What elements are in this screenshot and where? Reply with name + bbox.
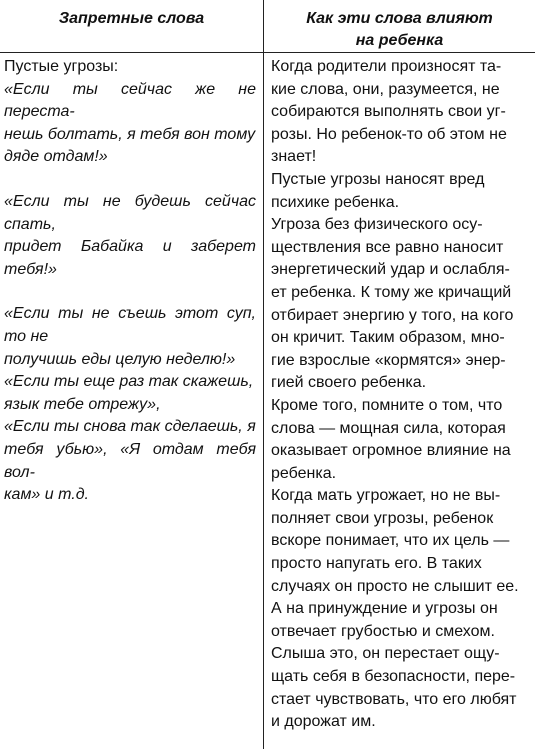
header-divider bbox=[0, 52, 535, 53]
paragraph-line: отвечает грубостью и смехом. bbox=[271, 622, 495, 640]
quote-3 bbox=[4, 303, 256, 506]
empty-threats-label: Пустые угрозы: bbox=[4, 58, 119, 75]
paragraph-line: гией своего ребенка. bbox=[271, 374, 427, 392]
paragraph-line: щать себя в безопасности, пере- bbox=[271, 668, 516, 686]
right-column bbox=[271, 56, 521, 734]
quote-3-line: кам» и т.д. bbox=[4, 486, 89, 504]
paragraph-line: отбирает энергию у того, на кого bbox=[271, 306, 514, 324]
quote-3-line: тебя убью», «Я отдам тебя вол- bbox=[4, 440, 256, 481]
paragraph-line: Слыша это, он перестает ощу- bbox=[271, 645, 500, 663]
paragraph-line: собираются выполнять свои уг- bbox=[271, 103, 506, 121]
paragraph-line: ребенка. bbox=[271, 464, 337, 482]
paragraph-line: слова — мощная сила, которая bbox=[271, 419, 506, 437]
paragraph-line: просто напугать его. В таких bbox=[271, 555, 482, 573]
paragraph-line: розы. Но ребенок-то об этом не bbox=[271, 125, 507, 143]
column-divider bbox=[263, 0, 264, 749]
paragraph-5 bbox=[271, 485, 521, 643]
paragraph-line: оказывает огромное влияние на bbox=[271, 442, 511, 460]
quote-1-line: дяде отдам!» bbox=[4, 148, 108, 166]
paragraph-3 bbox=[271, 214, 521, 395]
quote-3-line: «Если ты не съешь этот суп, то не bbox=[4, 305, 256, 345]
paragraph-line: гие взрослые «кормятся» энер- bbox=[271, 351, 506, 369]
paragraph-line: Когда родители произносят та- bbox=[271, 58, 502, 75]
paragraph-line: Кроме того, помните о том, что bbox=[271, 396, 503, 414]
paragraph-line: психике ребенка. bbox=[271, 193, 400, 211]
paragraph-line: знает! bbox=[271, 148, 317, 166]
quote-2-line: «Если ты не будешь сейчас спать, bbox=[4, 192, 256, 233]
paragraph-line: вскоре понимает, что их цель — bbox=[271, 532, 510, 550]
paragraph-line: и дорожат им. bbox=[271, 713, 376, 731]
paragraph-line: А на принуждение и угрозы он bbox=[271, 600, 498, 618]
header-right-line1: Как эти слова влияют bbox=[306, 10, 493, 27]
quote-2 bbox=[4, 191, 256, 281]
paragraph-line: энергетический удар и ослабля- bbox=[271, 261, 510, 279]
paragraph-line: стает чувствовать, что его любят bbox=[271, 690, 517, 708]
quote-1 bbox=[4, 79, 256, 169]
paragraph-line: полняет свои угрозы, ребенок bbox=[271, 509, 494, 527]
quote-3-line: «Если ты еще раз так скажешь, bbox=[4, 373, 254, 391]
header-effect-on-child bbox=[264, 8, 535, 52]
quote-3-line: язык тебе отрежу», bbox=[4, 395, 161, 413]
header-forbidden-words bbox=[0, 8, 263, 30]
paragraph-4 bbox=[271, 395, 521, 485]
quote-1-line: «Если ты сейчас же не переста- bbox=[4, 80, 256, 121]
quote-3-line: «Если ты снова так сделаешь, я bbox=[4, 418, 256, 436]
paragraph-line: он кричит. Таким образом, мно- bbox=[271, 329, 505, 347]
paragraph-line: Угроза без физического осу- bbox=[271, 216, 483, 234]
left-column bbox=[4, 56, 256, 507]
paragraph-line: ществления все равно наносит bbox=[271, 238, 504, 256]
paragraph-line: Когда мать угрожает, но не вы- bbox=[271, 487, 501, 505]
paragraph-line: случаях он просто не слышит ее. bbox=[271, 577, 519, 595]
quote-1-line: нешь болтать, я тебя вон тому bbox=[4, 125, 256, 143]
paragraph-2 bbox=[271, 169, 521, 214]
header-right-line2: на ребенка bbox=[355, 32, 444, 49]
paragraph-6 bbox=[271, 643, 521, 733]
paragraph-line: кие слова, они, разумеется, не bbox=[271, 80, 500, 98]
quote-2-line: придет Бабайка и заберет тебя!» bbox=[4, 238, 256, 278]
paragraph-line: Пустые угрозы наносят вред bbox=[271, 170, 485, 188]
header-left-text: Запретные слова bbox=[58, 10, 205, 27]
paragraph-1 bbox=[271, 56, 521, 169]
paragraph-line: ет ребенка. К тому же кричащий bbox=[271, 283, 512, 301]
quote-3-line: получишь еды целую неделю!» bbox=[4, 350, 236, 368]
